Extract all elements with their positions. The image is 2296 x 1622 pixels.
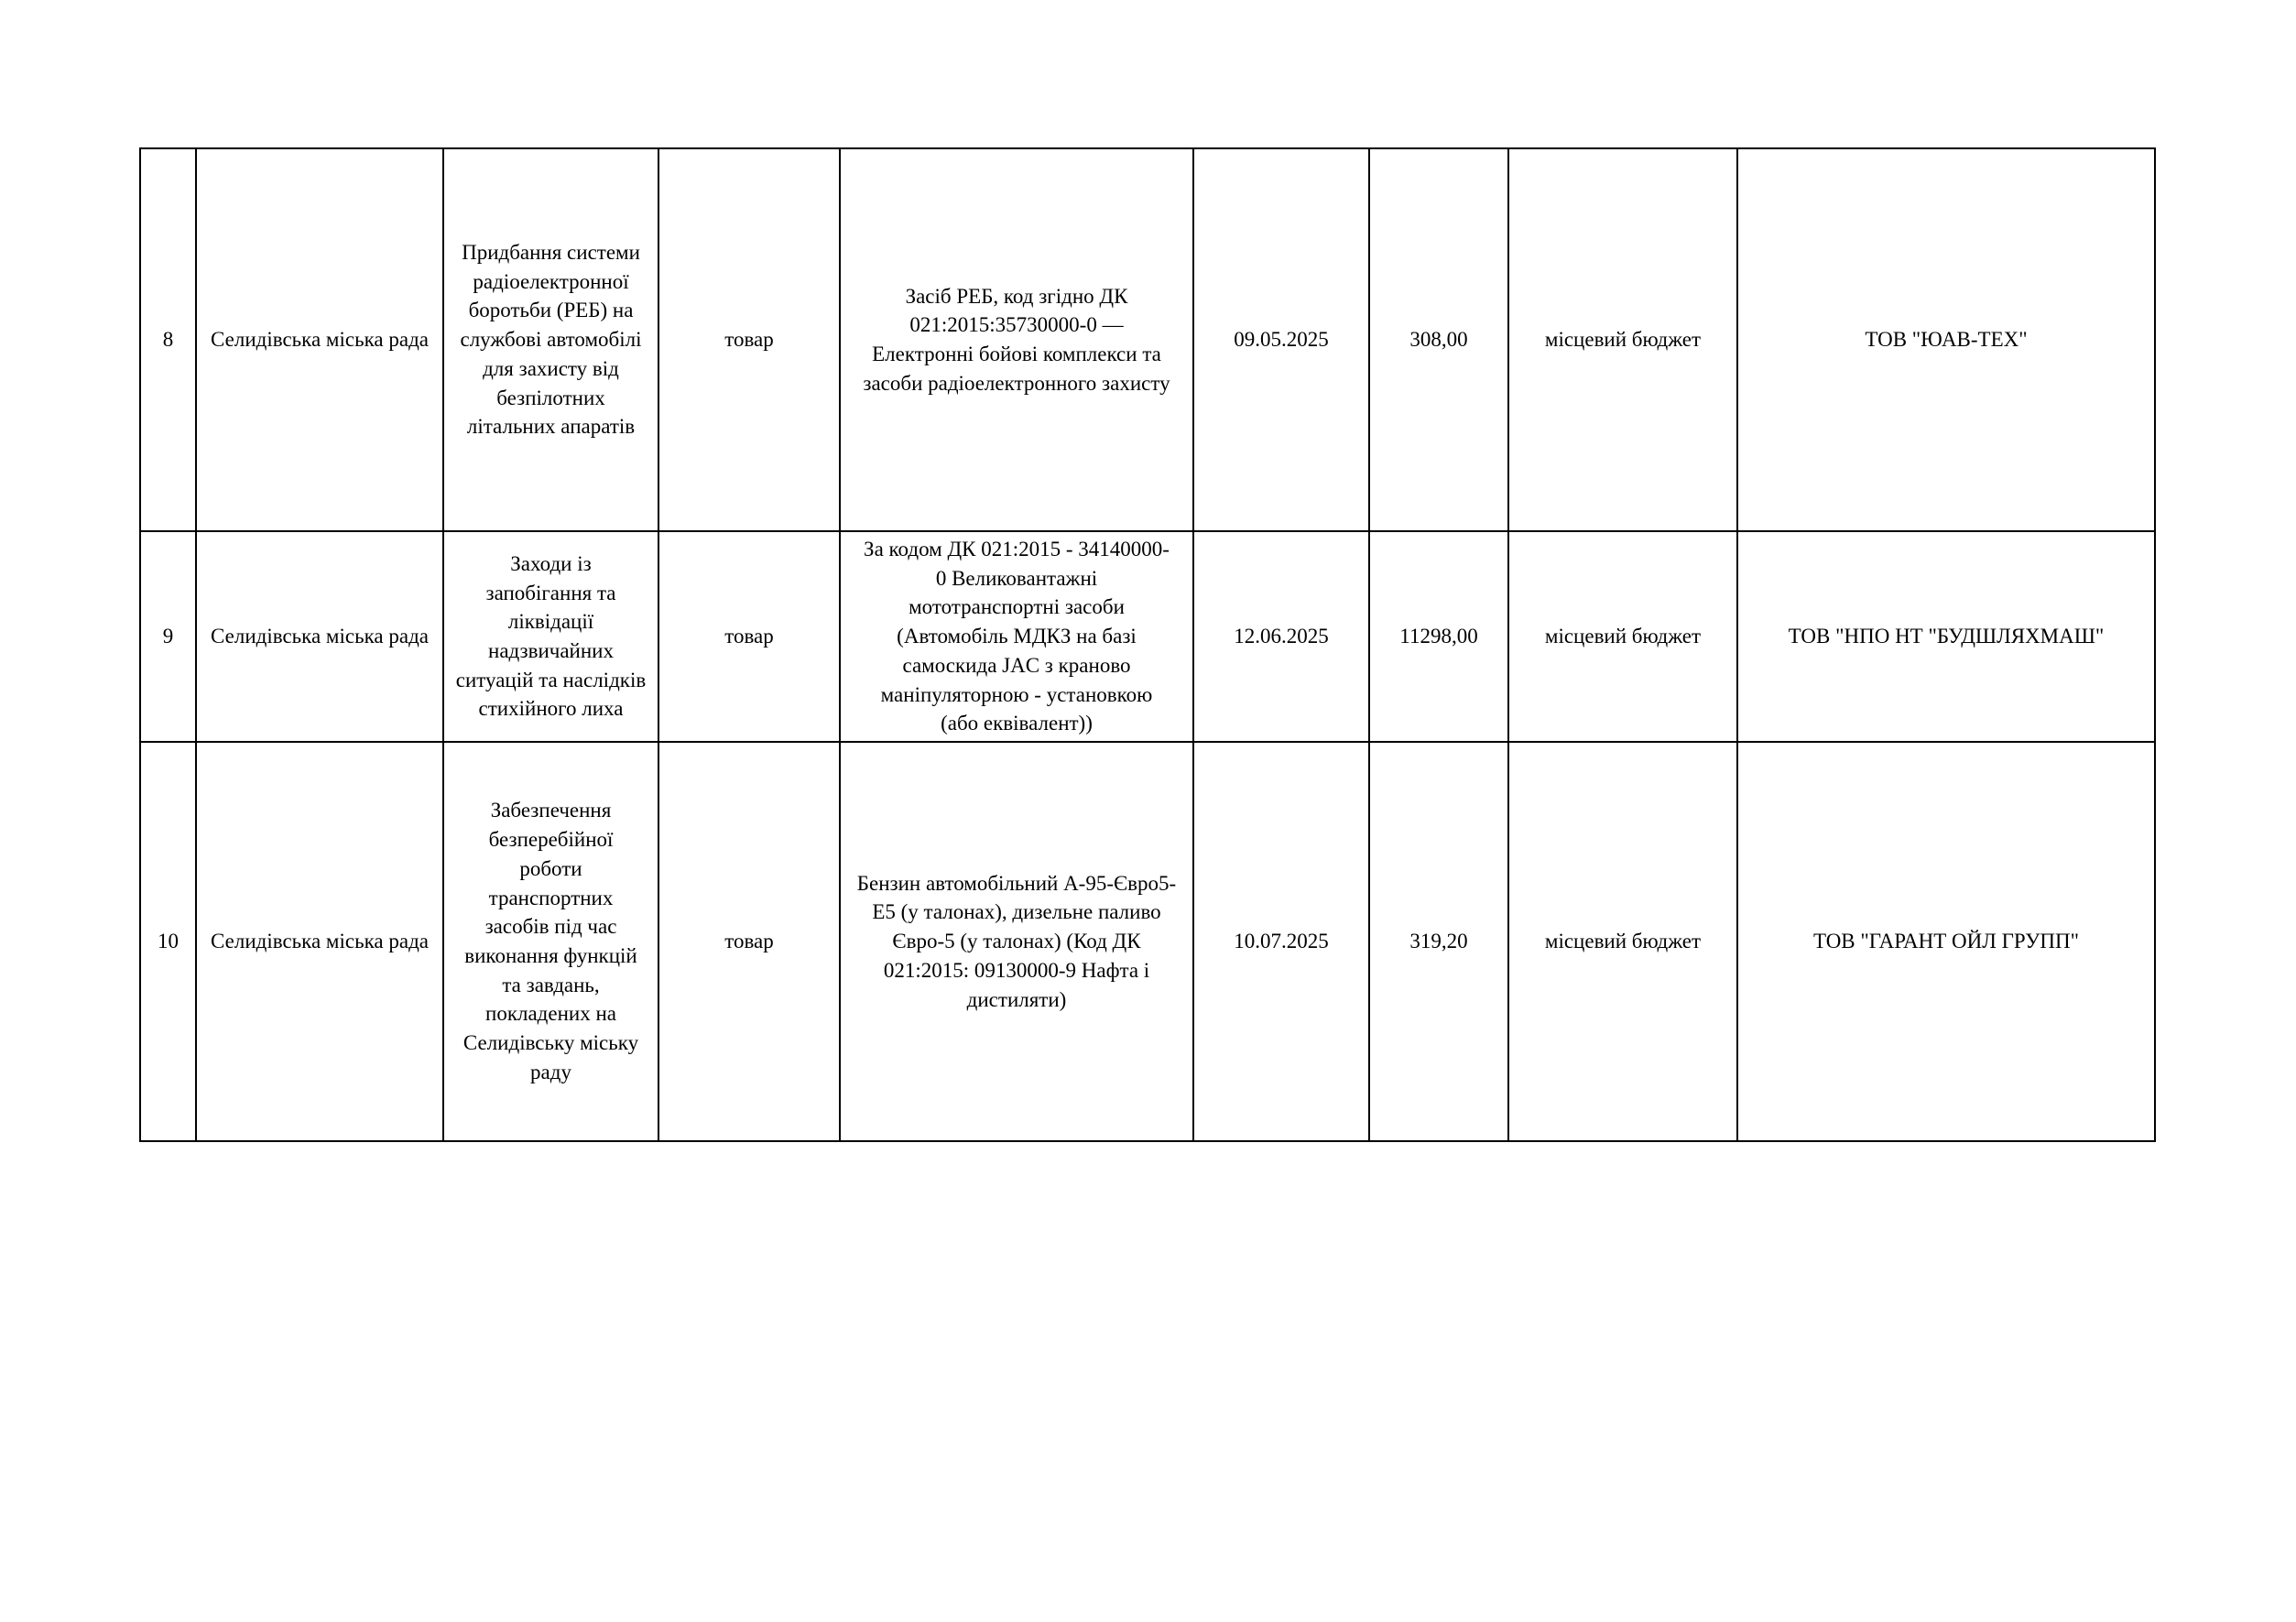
table-row xyxy=(140,148,2155,531)
amount-cell: 319,20 xyxy=(1369,742,1508,1141)
purpose-cell: Придбання системи радіоелектронної боротьби (РЕБ) на службові автомобілі для захисту від безпілотних літальних апаратів xyxy=(443,148,658,531)
row-number: 9 xyxy=(140,531,196,742)
supplier-cell: ТОВ "ЮАВ-ТЕХ" xyxy=(1737,148,2155,531)
funding-source-cell: місцевий бюджет xyxy=(1508,148,1737,531)
subject-cell: За кодом ДК 021:2015 - 34140000- 0 Великовантажні мототранспортні засоби (Автомобіль МДКЗ на базі самоскида JAC з краново маніпуляторною - установкою (або еквівалент)) xyxy=(840,531,1193,742)
procurement-type-cell: товар xyxy=(658,531,840,742)
date-cell: 09.05.2025 xyxy=(1193,148,1369,531)
purpose-cell: Забезпечення безперебійної роботи транспортних засобів під час виконання функцій та завдань, покладених на Селидівську міську раду xyxy=(443,742,658,1141)
subject-cell: Засіб РЕБ, код згідно ДК 021:2015:35730000-0 — Електронні бойові комплекси та засоби радіоелектронного захисту xyxy=(840,148,1193,531)
procurement-type-cell: товар xyxy=(658,148,840,531)
procurement-type-cell: товар xyxy=(658,742,840,1141)
amount-cell: 11298,00 xyxy=(1369,531,1508,742)
procurement-table xyxy=(139,147,2156,1142)
purpose-cell: Заходи із запобігання та ліквідації надзвичайних ситуацій та наслідків стихійного лиха xyxy=(443,531,658,742)
funding-source-cell: місцевий бюджет xyxy=(1508,742,1737,1141)
table-row xyxy=(140,742,2155,1141)
supplier-cell: ТОВ "ГАРАНТ ОЙЛ ГРУПП" xyxy=(1737,742,2155,1141)
row-number: 8 xyxy=(140,148,196,531)
table-row xyxy=(140,531,2155,742)
amount-cell: 308,00 xyxy=(1369,148,1508,531)
date-cell: 10.07.2025 xyxy=(1193,742,1369,1141)
date-cell: 12.06.2025 xyxy=(1193,531,1369,742)
customer-cell: Селидівська міська рада xyxy=(196,742,443,1141)
customer-cell: Селидівська міська рада xyxy=(196,531,443,742)
funding-source-cell: місцевий бюджет xyxy=(1508,531,1737,742)
customer-cell: Селидівська міська рада xyxy=(196,148,443,531)
subject-cell: Бензин автомобільний А-95-Євро5- Е5 (у талонах), дизельне паливо Євро-5 (у талонах) (Код ДК 021:2015: 09130000-9 Нафта і дистиляти) xyxy=(840,742,1193,1141)
supplier-cell: ТОВ "НПО НТ "БУДШЛЯХМАШ" xyxy=(1737,531,2155,742)
row-number: 10 xyxy=(140,742,196,1141)
